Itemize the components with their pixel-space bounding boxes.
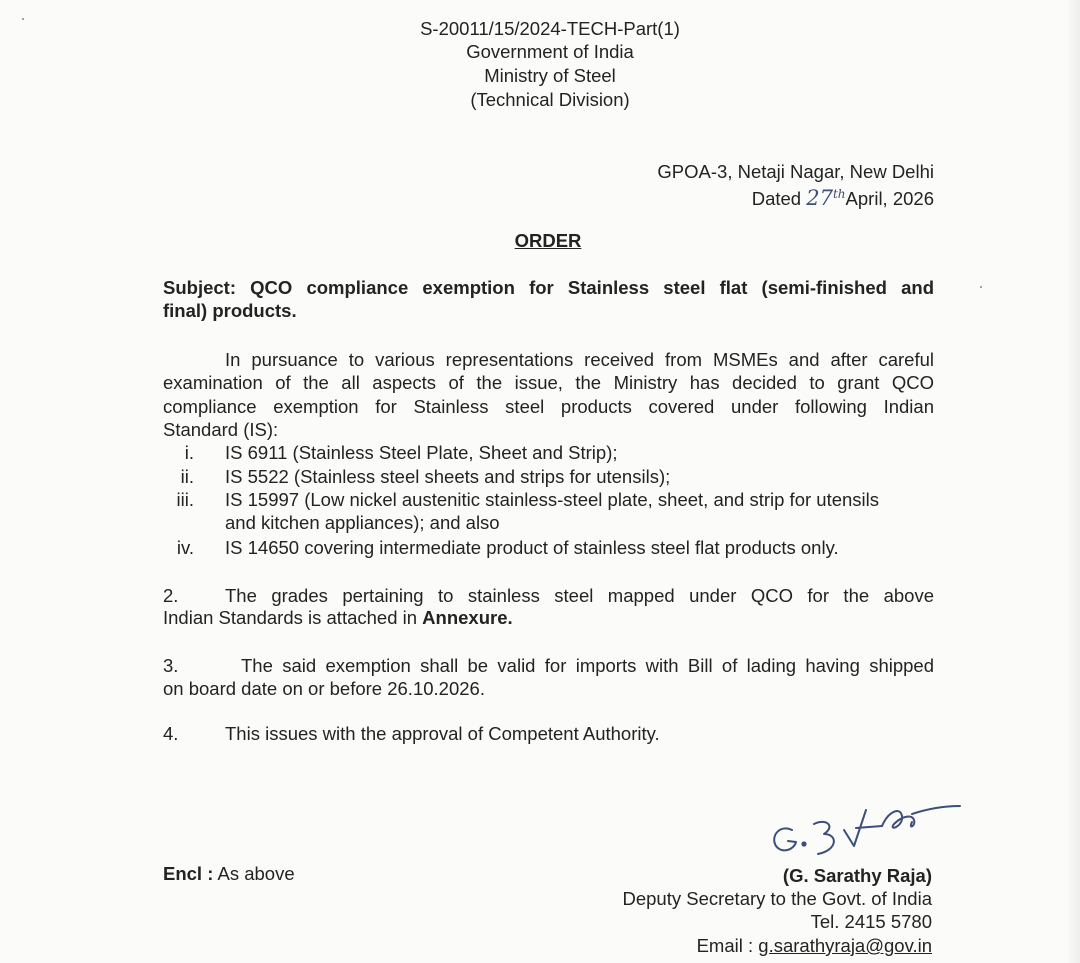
signature-stroke — [774, 828, 796, 850]
handwritten-day: 27 — [806, 186, 833, 211]
subject-line-2: final) products. — [163, 300, 297, 321]
para2-line-2-text: Indian Standards is attached in — [163, 607, 423, 628]
para4-number: 4. — [163, 723, 179, 744]
para2-line-1: The grades pertaining to stainless steel mapped under QCO for the above — [225, 585, 934, 606]
para4-text: This issues with the approval of Competent Authority. — [225, 723, 660, 744]
list-marker: iii. — [176, 489, 194, 510]
para1-line: examination of the all aspects of the issue, the Ministry has decided to grant QCO — [163, 372, 934, 393]
list-marker: iv. — [176, 537, 194, 558]
signature-stroke — [814, 822, 834, 854]
scan-speck — [980, 286, 982, 288]
email-label: Email : — [696, 935, 754, 956]
scan-speck — [22, 18, 24, 20]
list-item: IS 6911 (Stainless Steel Plate, Sheet and Strip); — [225, 442, 618, 463]
handwritten-signature — [762, 784, 972, 864]
division-line: (Technical Division) — [470, 89, 630, 110]
para1-line: compliance exemption for Stainless steel products covered under following Indian — [163, 396, 934, 417]
para1-line: Standard (IS): — [163, 419, 279, 440]
list-item: IS 14650 covering intermediate product of stainless steel flat products only. — [225, 537, 839, 558]
para3-line-2: on board date on or before 26.10.2026. — [163, 678, 485, 699]
government-line: Government of India — [466, 41, 634, 62]
signatory-telephone: Tel. 2415 5780 — [810, 911, 932, 932]
list-item: IS 15997 (Low nickel austenitic stainless-steel plate, sheet, and strip for utensils — [225, 489, 880, 510]
para1-line: In pursuance to various representations received from MSMEs and after careful — [225, 349, 934, 370]
signature-stroke — [912, 806, 960, 814]
para3-line-1: The said exemption shall be valid for imports with Bill of lading having shipped — [241, 655, 934, 676]
order-title: ORDER — [514, 230, 582, 251]
list-item: IS 5522 (Stainless steel sheets and strips for utensils); — [225, 466, 671, 487]
date-line — [752, 183, 934, 211]
annexure-reference: Annexure. — [422, 607, 513, 628]
email-link[interactable]: g.sarathyraja@gov.in — [758, 935, 932, 956]
file-number: S-20011/15/2024-TECH-Part(1) — [420, 18, 680, 39]
page-edge-shadow — [1066, 0, 1080, 963]
list-marker: i. — [184, 442, 194, 463]
signatory-name: (G. Sarathy Raja) — [782, 865, 932, 886]
subject-line-1: Subject: QCO compliance exemption for Stainless steel flat (semi-finished and — [163, 277, 934, 298]
handwritten-day-suffix: th — [832, 187, 846, 201]
enclosure-value: As above — [217, 863, 295, 884]
para2-line-2 — [163, 606, 513, 630]
para3-number: 3. — [163, 655, 179, 676]
enclosure-label: Encl : — [163, 863, 214, 884]
para2-number: 2. — [163, 585, 179, 606]
signatory-designation: Deputy Secretary to the Govt. of India — [622, 888, 932, 909]
signature-stroke — [844, 810, 882, 846]
office-address: GPOA-3, Netaji Nagar, New Delhi — [657, 161, 934, 182]
list-marker: ii. — [180, 466, 194, 487]
dated-prefix: Dated — [751, 188, 802, 210]
ministry-line: Ministry of Steel — [484, 65, 616, 86]
dated-month-year: April, 2026 — [845, 188, 934, 210]
signature-stroke — [882, 811, 914, 828]
signatory-email-line — [697, 934, 932, 958]
signature-dot — [802, 842, 805, 845]
enclosure-line — [163, 862, 295, 886]
list-item-continuation: and kitchen appliances); and also — [225, 512, 500, 533]
